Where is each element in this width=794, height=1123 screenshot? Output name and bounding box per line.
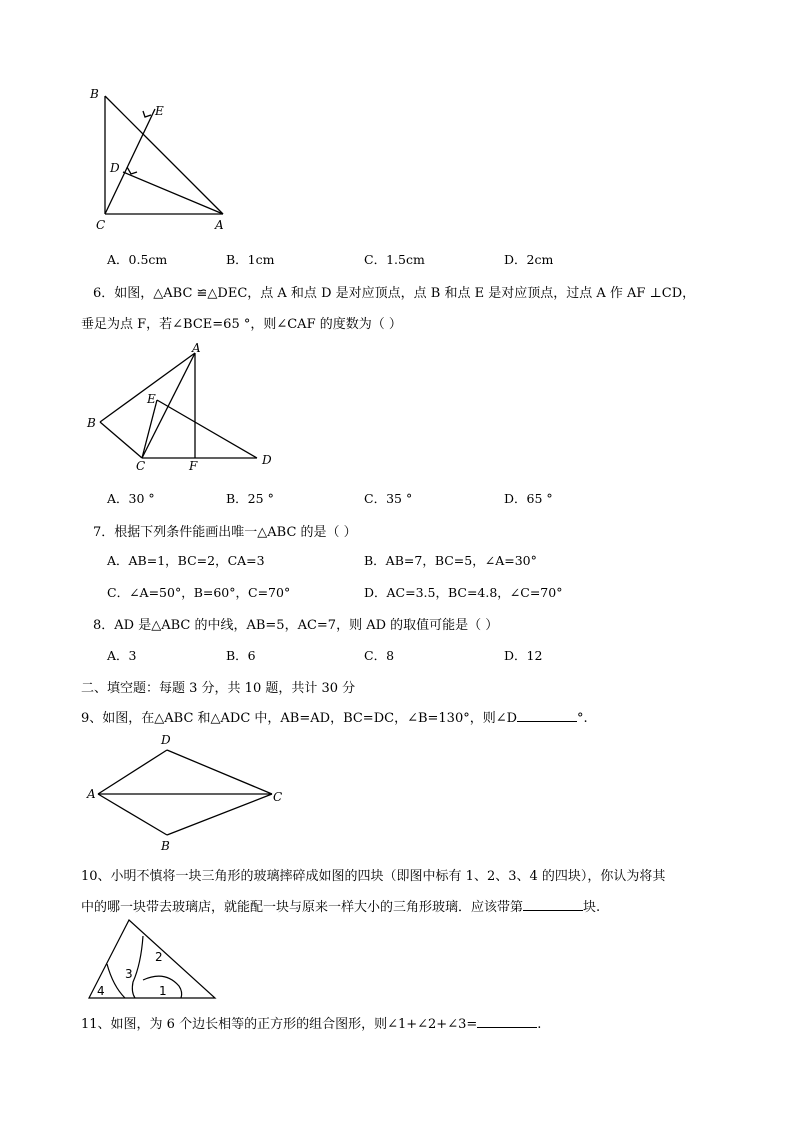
q11-stem-text: 11、如图，为 6 个边长相等的正方形的组合图形，则∠1+∠2+∠3= bbox=[81, 1017, 478, 1032]
q6-option-a: A．30 ° bbox=[107, 491, 155, 506]
q11-stem bbox=[81, 1013, 541, 1032]
fig6-label-A: A bbox=[192, 341, 201, 355]
fig6-label-E: E bbox=[147, 392, 156, 406]
fig10-label-2: 2 bbox=[155, 950, 163, 964]
q9-stem bbox=[81, 707, 588, 726]
q10-stem-end: 块. bbox=[583, 900, 601, 915]
q5-option-b: B．1cm bbox=[226, 252, 275, 267]
q5-option-a: A．0.5cm bbox=[107, 252, 168, 267]
q7-option-b: B．AB=7，BC=5，∠A=30° bbox=[364, 553, 537, 568]
fig10-label-3: 3 bbox=[125, 967, 133, 981]
fig6-label-D: D bbox=[262, 453, 272, 467]
fig6-label-F: F bbox=[189, 459, 198, 473]
q8-option-a: A．3 bbox=[107, 648, 137, 663]
q11-answer-blank[interactable] bbox=[477, 1015, 537, 1028]
fig5-label-D: D bbox=[110, 161, 120, 175]
fig5-label-E: E bbox=[155, 104, 164, 118]
figure-q10 bbox=[85, 914, 225, 1004]
q10-stem-line2 bbox=[81, 896, 600, 915]
q9-answer-blank[interactable] bbox=[517, 709, 577, 722]
fig9-label-A: A bbox=[87, 787, 96, 801]
q7-option-d: D．AC=3.5，BC=4.8，∠C=70° bbox=[364, 585, 563, 600]
figure-q6 bbox=[82, 340, 282, 475]
figure-q5 bbox=[85, 84, 235, 236]
q11-stem-end: . bbox=[537, 1017, 542, 1032]
fig5-label-B: B bbox=[90, 87, 99, 101]
fig10-label-1: 1 bbox=[159, 984, 167, 998]
figure-q9 bbox=[84, 730, 294, 855]
q10-stem-line1: 10、小明不慎将一块三角形的玻璃摔碎成如图的四块（即图中标有 1、2、3、4 的四块），你认为将其 bbox=[81, 869, 666, 884]
fig9-label-C: C bbox=[273, 790, 283, 804]
fig9-label-D: D bbox=[161, 733, 171, 747]
q6-option-b: B．25 ° bbox=[226, 491, 274, 506]
q5-option-d: D．2cm bbox=[504, 252, 554, 267]
fig5-label-A: A bbox=[215, 218, 224, 232]
q9-stem-end: °. bbox=[577, 711, 588, 726]
q8-option-c: C．8 bbox=[364, 648, 395, 663]
q6-option-d: D．65 ° bbox=[504, 491, 553, 506]
fig10-label-4: 4 bbox=[97, 984, 105, 998]
fig5-label-C: C bbox=[96, 218, 106, 232]
fig6-label-C: C bbox=[136, 459, 146, 473]
q10-answer-blank[interactable] bbox=[523, 898, 583, 911]
q8-stem: 8．AD 是△ABC 的中线，AB=5，AC=7，则 AD 的取值可能是（ ） bbox=[93, 618, 499, 633]
section-2-heading: 二、填空题：每题 3 分，共 10 题，共计 30 分 bbox=[81, 681, 356, 696]
q9-stem-text: 9、如图，在△ABC 和△ADC 中，AB=AD，BC=DC，∠B=130°，则∠D bbox=[81, 711, 518, 726]
q10-stem-text: 中的哪一块带去玻璃店，就能配一块与原来一样大小的三角形玻璃．应该带第 bbox=[81, 900, 524, 915]
q8-option-b: B．6 bbox=[226, 648, 256, 663]
fig9-label-B: B bbox=[161, 839, 170, 853]
q7-option-a: A．AB=1，BC=2，CA=3 bbox=[107, 553, 265, 568]
q7-option-c: C．∠A=50°，B=60°，C=70° bbox=[107, 585, 291, 600]
q5-option-c: C．1.5cm bbox=[364, 252, 425, 267]
q6-stem-line2: 垂足为点 F，若∠BCE=65 °，则∠CAF 的度数为（ ） bbox=[81, 317, 402, 332]
q6-option-c: C．35 ° bbox=[364, 491, 413, 506]
q8-option-d: D．12 bbox=[504, 648, 543, 663]
fig6-label-B: B bbox=[87, 416, 96, 430]
q7-stem: 7．根据下列条件能画出唯一△ABC 的是（ ） bbox=[93, 525, 357, 540]
q6-stem-line1: 6．如图，△ABC ≌△DEC，点 A 和点 D 是对应顶点，点 B 和点 E 是对应顶点，过点 A 作 AF ⊥CD， bbox=[93, 286, 696, 301]
